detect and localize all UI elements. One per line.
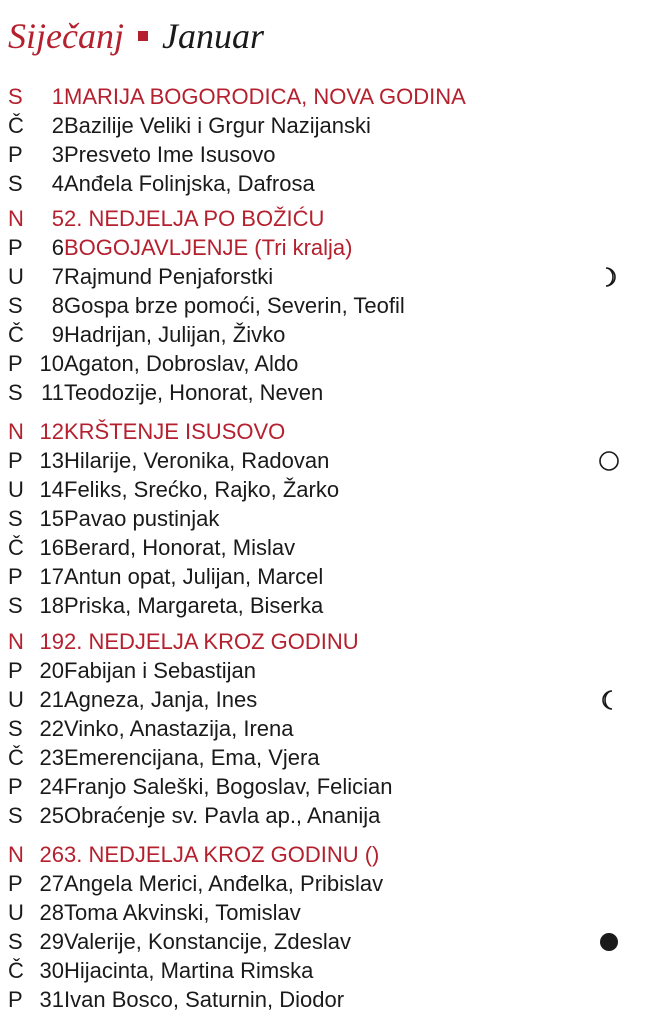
- day-number: 29: [39, 929, 64, 954]
- saint-names: Toma Akvinski, Tomislav: [64, 900, 301, 925]
- day-letter: S: [8, 506, 23, 531]
- day-row: [8, 533, 628, 562]
- saint-names: Antun opat, Julijan, Marcel: [64, 564, 324, 589]
- day-row: [8, 140, 628, 169]
- day-letter: S: [8, 803, 23, 828]
- day-number: 28: [39, 900, 64, 925]
- day-number: 14: [39, 477, 64, 502]
- saint-names: Valerije, Konstancije, Zdeslav: [64, 929, 351, 954]
- day-row: [8, 504, 628, 533]
- day-row: [8, 349, 628, 378]
- day-row: [8, 656, 628, 685]
- saint-names: Angela Merici, Anđelka, Pribislav: [64, 871, 384, 896]
- saint-names: Agaton, Dobroslav, Aldo: [64, 351, 299, 376]
- day-letter: S: [8, 929, 23, 954]
- day-letter: U: [8, 687, 24, 712]
- saint-names: 2. NEDJELJA KROZ GODINU: [64, 629, 359, 654]
- day-row: [8, 743, 628, 772]
- day-number: 26: [39, 842, 64, 867]
- day-row: [8, 869, 628, 898]
- day-row: [8, 801, 628, 830]
- day-number: 9: [51, 322, 64, 347]
- day-number: 27: [39, 871, 64, 896]
- saint-names: Bazilije Veliki i Grgur Nazijanski: [64, 113, 371, 138]
- day-letter: S: [8, 171, 23, 196]
- day-row: [8, 475, 628, 504]
- day-row: [8, 591, 628, 620]
- day-letter: Č: [8, 535, 24, 560]
- day-letter: S: [8, 380, 23, 405]
- saint-names: Gospa brze pomoći, Severin, Teofil: [64, 293, 405, 318]
- day-letter: P: [8, 987, 23, 1012]
- day-number: 5: [51, 206, 64, 231]
- day-number: 7: [51, 264, 64, 289]
- day-row: [8, 233, 628, 262]
- day-letter: N: [8, 206, 24, 231]
- saint-names: Agneza, Janja, Ines: [64, 687, 258, 712]
- saint-names: Priska, Margareta, Biserka: [64, 593, 324, 618]
- day-number: 17: [39, 564, 64, 589]
- day-letter: P: [8, 564, 23, 589]
- saint-names: BOGOJAVLJENJE (Tri kralja): [64, 235, 353, 260]
- day-row: [8, 714, 628, 743]
- saint-names: Anđela Folinjska, Dafrosa: [64, 171, 315, 196]
- saint-names: Teodozije, Honorat, Neven: [64, 380, 324, 405]
- saint-names: Hadrijan, Julijan, Živko: [64, 322, 286, 347]
- saint-names: Fabijan i Sebastijan: [64, 658, 257, 683]
- day-letter: P: [8, 774, 23, 799]
- day-number: 8: [51, 293, 64, 318]
- month-header: [8, 10, 264, 62]
- day-number: 21: [39, 687, 64, 712]
- day-number: 10: [39, 351, 64, 376]
- day-letter: U: [8, 264, 24, 289]
- saint-names: 3. NEDJELJA KROZ GODINU (): [64, 842, 380, 867]
- new-moon-icon: [596, 927, 622, 956]
- saint-names: Pavao pustinjak: [64, 506, 220, 531]
- saint-names: Hilarije, Veronika, Radovan: [64, 448, 330, 473]
- day-row: [8, 262, 628, 291]
- day-number: 25: [39, 803, 64, 828]
- day-letter: S: [8, 593, 23, 618]
- day-number: 12: [39, 419, 64, 444]
- day-number: 1: [51, 84, 64, 109]
- day-number: 4: [51, 171, 64, 196]
- day-row: [8, 169, 628, 198]
- saint-names: Emerencijana, Ema, Vjera: [64, 745, 320, 770]
- day-number: 18: [39, 593, 64, 618]
- day-letter: N: [8, 842, 24, 867]
- saint-names: Feliks, Srećko, Rajko, Žarko: [64, 477, 340, 502]
- saint-names: Franjo Saleški, Bogoslav, Felician: [64, 774, 393, 799]
- day-number: 24: [39, 774, 64, 799]
- day-letter: P: [8, 235, 23, 260]
- day-row: [8, 985, 628, 1014]
- day-number: 20: [39, 658, 64, 683]
- day-letter: P: [8, 871, 23, 896]
- month-title-alt: Januar: [161, 16, 264, 56]
- day-letter: U: [8, 477, 24, 502]
- day-number: 3: [51, 142, 64, 167]
- day-number: 13: [39, 448, 64, 473]
- day-letter: P: [8, 142, 23, 167]
- waxing-crescent-icon: [596, 262, 622, 291]
- day-number: 15: [39, 506, 64, 531]
- day-letter: Č: [8, 958, 24, 983]
- day-letter: S: [8, 84, 23, 109]
- day-row: [8, 417, 628, 446]
- day-letter: Č: [8, 322, 24, 347]
- day-letter: S: [8, 716, 23, 741]
- day-letter: Č: [8, 113, 24, 138]
- saint-names: KRŠTENJE ISUSOVO: [64, 419, 286, 444]
- day-letter: N: [8, 629, 24, 654]
- day-number: 31: [39, 987, 64, 1012]
- day-letter: S: [8, 293, 23, 318]
- day-row: [8, 685, 628, 714]
- day-number: 19: [39, 629, 64, 654]
- title-separator: [138, 31, 148, 41]
- day-number: 2: [51, 113, 64, 138]
- day-row: [8, 320, 628, 349]
- day-number: 6: [51, 235, 64, 260]
- saint-names: Presveto Ime Isusovo: [64, 142, 276, 167]
- day-row: [8, 627, 628, 656]
- day-row: [8, 82, 628, 111]
- day-number: 11: [41, 380, 64, 405]
- day-number: 30: [39, 958, 64, 983]
- day-row: [8, 772, 628, 801]
- day-letter: P: [8, 658, 23, 683]
- saint-names: Obraćenje sv. Pavla ap., Ananija: [64, 803, 381, 828]
- saint-names: Ivan Bosco, Saturnin, Diodor: [64, 987, 345, 1012]
- saint-names: 2. NEDJELJA PO BOŽIĆU: [64, 206, 325, 231]
- month-title-croatian: Siječanj: [8, 16, 124, 56]
- saint-names: Vinko, Anastazija, Irena: [64, 716, 294, 741]
- full-moon-icon: [596, 446, 622, 475]
- day-number: 22: [39, 716, 64, 741]
- day-row: [8, 956, 628, 985]
- day-letter: U: [8, 900, 24, 925]
- day-letter: P: [8, 351, 23, 376]
- day-letter: P: [8, 448, 23, 473]
- day-number: 23: [39, 745, 64, 770]
- day-row: [8, 204, 628, 233]
- day-row: [8, 840, 628, 869]
- saint-names: MARIJA BOGORODICA, NOVA GODINA: [64, 84, 466, 109]
- saint-names: Hijacinta, Martina Rimska: [64, 958, 314, 983]
- saint-names: Rajmund Penjaforstki: [64, 264, 274, 289]
- day-row: [8, 927, 628, 956]
- day-letter: N: [8, 419, 24, 444]
- day-row: [8, 446, 628, 475]
- day-row: [8, 562, 628, 591]
- day-number: 16: [39, 535, 64, 560]
- day-row: [8, 898, 628, 927]
- day-row: [8, 291, 628, 320]
- waning-crescent-icon: [596, 685, 622, 714]
- day-row: [8, 111, 628, 140]
- saint-names: Berard, Honorat, Mislav: [64, 535, 296, 560]
- day-letter: Č: [8, 745, 24, 770]
- day-row: [8, 378, 628, 407]
